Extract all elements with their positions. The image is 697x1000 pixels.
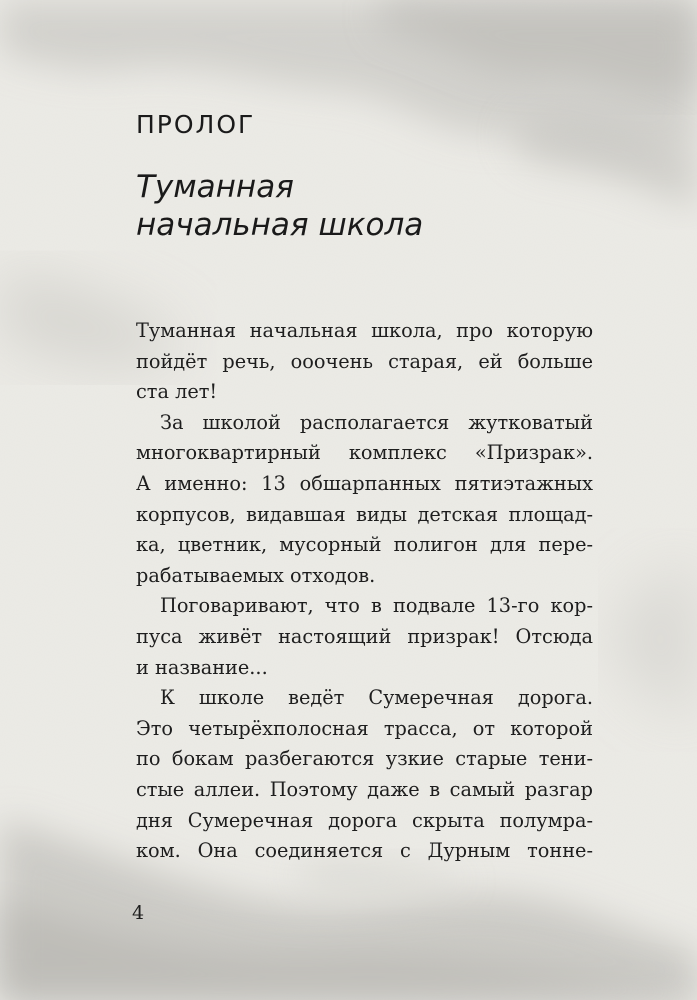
text-line: пойдёт речь, ооочень старая, ей больше — [136, 349, 593, 373]
paragraph-3 — [136, 591, 593, 683]
text-line: Поговаривают, что в подвале 13-го кор- — [160, 594, 593, 618]
chapter-title-line-1: Туманная — [136, 169, 294, 205]
text-line: ка, цветник, мусорный полигон для пере- — [136, 533, 593, 557]
chapter-title-line-2: начальная школа — [136, 207, 424, 243]
text-line: Туманная начальная школа, про которую — [136, 319, 593, 342]
text-line: дня Сумеречная дорога скрыта полумра- — [136, 808, 593, 832]
text-line: А именно: 13 обшарпанных пятиэтажных — [136, 471, 593, 495]
paragraph-4 — [136, 683, 593, 867]
body-text — [136, 316, 593, 867]
text-line: и название... — [136, 655, 268, 679]
text-line: ста лет! — [136, 380, 218, 404]
text-line: ком. Она соединяется с Дурным тонне- — [136, 839, 593, 863]
text-line: корпусов, видавшая виды детская площад- — [136, 502, 593, 526]
paragraph-1 — [136, 316, 593, 408]
text-line: За школой располагается жутковатый — [160, 410, 593, 434]
page-number: 4 — [132, 902, 145, 924]
text-line: по бокам разбегаются узкие старые тени- — [136, 747, 593, 771]
text-line: К школе ведёт Сумеречная дорога. — [160, 686, 593, 710]
text-line: стые аллеи. Поэтому даже в самый разгар — [136, 777, 593, 801]
chapter-title — [136, 168, 423, 244]
text-line: Это четырёхполосная трасса, от которой — [136, 716, 593, 740]
chapter-label: ПРОЛОГ — [136, 110, 256, 139]
text-line: пуса живёт настоящий призрак! Отсюда — [136, 624, 593, 648]
paragraph-2 — [136, 408, 593, 592]
text-line: рабатываемых отходов. — [136, 563, 376, 587]
text-line: многоквартирный комплекс «Призрак». — [136, 441, 593, 465]
